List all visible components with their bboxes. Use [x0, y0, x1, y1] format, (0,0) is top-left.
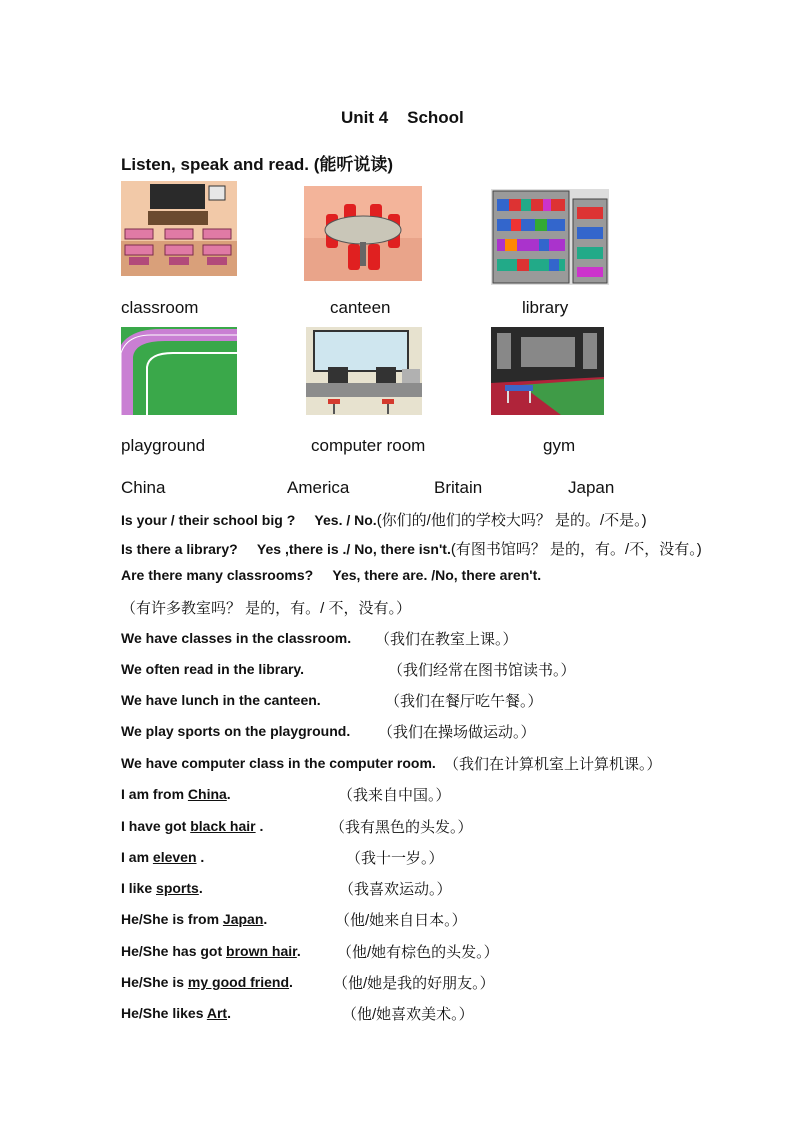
- intro-chinese: （我有黑色的头发。）: [330, 819, 473, 836]
- key-word: eleven: [152, 849, 197, 865]
- key-word: black hair: [190, 818, 256, 834]
- classroom-picture: [121, 181, 237, 276]
- intro-english: I have got black hair .: [121, 818, 264, 834]
- intro-chinese: （我喜欢运动。）: [339, 881, 452, 898]
- place-label: library: [522, 298, 569, 317]
- qa-chinese: （有许多教室吗？ 是的，有。/ 不，没有。）: [121, 600, 412, 617]
- activity-english: We have lunch in the canteen.: [121, 692, 321, 708]
- intro-english: He/She is from Japan.: [121, 911, 268, 927]
- activity-chinese: （我们经常在图书馆读书。）: [388, 662, 576, 679]
- country-label: Japan: [568, 478, 615, 497]
- place-label: playground: [121, 436, 206, 455]
- key-word: my good friend: [187, 974, 290, 990]
- country-label: China: [121, 478, 166, 497]
- qa-line: [121, 509, 647, 530]
- page-title: Unit 4 School: [341, 108, 464, 127]
- canteen-picture: [304, 186, 422, 281]
- activity-english: We play sports on the playground.: [121, 723, 351, 739]
- qa-line: [121, 567, 541, 585]
- intro-chinese: （我十一岁。）: [346, 850, 444, 867]
- key-word: China: [187, 786, 227, 802]
- key-word: sports: [156, 880, 199, 896]
- activity-english: We have computer class in the computer room.: [121, 755, 436, 771]
- qa-chinese: (你们的/他们的学校大吗？ 是的。/不是。): [376, 512, 647, 529]
- activity-chinese: （我们在餐厅吃午餐。）: [385, 693, 543, 710]
- intro-chinese: （他/她来自日本。）: [335, 912, 467, 929]
- computer-room-picture: [306, 327, 422, 415]
- gym-picture: [491, 327, 604, 415]
- library-picture: [491, 189, 609, 285]
- intro-english: I like sports.: [121, 880, 203, 896]
- qa-line: [121, 538, 702, 559]
- qa-chinese: (有图书馆吗？ 是的，有。/不，没有。): [450, 541, 702, 558]
- qa-english: Is there a library? Yes ,there is ./ No, there isn't.: [121, 541, 451, 557]
- activity-chinese: （我们在计算机室上计算机课。）: [444, 756, 662, 773]
- country-label: America: [287, 478, 350, 497]
- playground-picture: [121, 327, 237, 415]
- key-word: Art: [206, 1005, 228, 1021]
- qa-line: [121, 597, 411, 618]
- activity-english: We often read in the library.: [121, 661, 305, 677]
- qa-english: Are there many classrooms? Yes, there are. /No, there aren't.: [121, 567, 542, 583]
- key-word: Japan: [222, 911, 264, 927]
- intro-chinese: （他/她喜欢美术。）: [342, 1006, 474, 1023]
- place-label: classroom: [121, 298, 199, 317]
- activity-english: We have classes in the classroom.: [121, 630, 352, 646]
- intro-chinese: （我来自中国。）: [338, 787, 451, 804]
- country-label: Britain: [434, 478, 483, 497]
- intro-chinese: （他/她有棕色的头发。）: [337, 944, 499, 961]
- qa-english: Is your / their school big ? Yes. / No.: [121, 512, 377, 528]
- place-label: gym: [543, 436, 576, 455]
- place-label: canteen: [330, 298, 391, 317]
- intro-english: I am from China.: [121, 786, 231, 802]
- activity-chinese: （我们在教室上课。）: [375, 631, 518, 648]
- intro-english: He/She likes Art.: [121, 1005, 231, 1021]
- intro-chinese: （他/她是我的好朋友。）: [333, 975, 495, 992]
- intro-english: I am eleven .: [121, 849, 205, 865]
- intro-english: He/She is my good friend.: [121, 974, 293, 990]
- place-label: computer room: [311, 436, 426, 455]
- section-heading: Listen, speak and read. (能听说读): [121, 155, 394, 174]
- intro-english: He/She has got brown hair.: [121, 943, 301, 959]
- key-word: brown hair: [226, 943, 297, 959]
- activity-chinese: （我们在操场做运动。）: [378, 724, 536, 741]
